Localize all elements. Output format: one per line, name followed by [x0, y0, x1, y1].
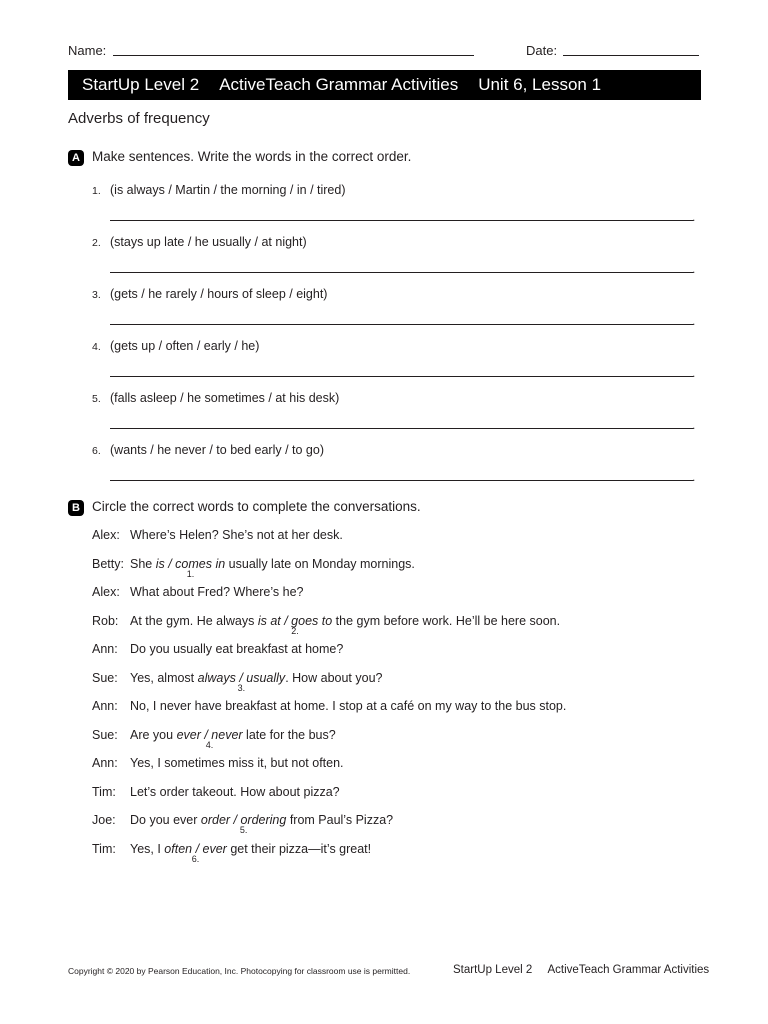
footer-title	[453, 964, 709, 976]
section-b-badge: B	[68, 500, 84, 516]
line-text-after: . How about you?	[285, 671, 383, 685]
choice-number: 5.	[239, 825, 248, 835]
footer-level: StartUp Level 2	[453, 964, 533, 976]
conversation-line	[92, 785, 692, 799]
word-choice[interactable]	[257, 614, 333, 636]
choice-number: 1.	[186, 569, 195, 579]
word-choice-options[interactable]: order / ordering	[200, 813, 287, 827]
line-text	[130, 785, 340, 799]
line-text-after: the gym before work. He’ll be here soon.	[332, 614, 561, 628]
exercise-item	[92, 339, 259, 353]
line-text	[130, 528, 343, 542]
item-number: 5.	[92, 393, 101, 405]
speaker-name: Betty:	[92, 557, 124, 571]
line-text	[130, 585, 303, 599]
name-label: Name:	[68, 43, 107, 58]
line-text	[130, 756, 344, 770]
line-text-after: late for the bus?	[242, 728, 336, 742]
speaker-name: Ann:	[92, 642, 118, 656]
line-text-before: Are you	[130, 728, 177, 742]
line-text	[130, 614, 561, 636]
footer-activities: ActiveTeach Grammar Activities	[547, 964, 710, 976]
item-prompt: (gets / he rarely / hours of sleep / eight)	[110, 287, 328, 301]
line-text-before: What about Fred? Where’s he?	[130, 585, 304, 599]
line-text-before: At the gym. He always	[130, 614, 258, 628]
item-number: 6.	[92, 445, 101, 457]
exercise-item	[92, 391, 339, 405]
line-text-before: No, I never have breakfast at home. I stop at a café on my way to the bus stop.	[130, 699, 567, 713]
answer-line[interactable]	[110, 220, 693, 221]
line-text-before: Yes, I	[130, 842, 165, 856]
item-number: 3.	[92, 289, 101, 301]
word-choice-options[interactable]: is at / goes to	[257, 614, 333, 628]
item-prompt: (wants / he never / to bed early / to go)	[110, 443, 325, 457]
line-text-before: Yes, I sometimes miss it, but not often.	[130, 756, 344, 770]
speaker-name: Sue:	[92, 671, 118, 685]
item-prompt: (is always / Martin / the morning / in / tired)	[110, 183, 346, 197]
word-choice[interactable]	[200, 813, 287, 835]
conversation-line	[92, 528, 692, 542]
answer-line[interactable]	[110, 428, 693, 429]
item-number: 1.	[92, 185, 101, 197]
exercise-item	[92, 287, 327, 301]
speaker-name: Sue:	[92, 728, 118, 742]
section-a-badge: A	[68, 150, 84, 166]
line-text	[130, 728, 336, 750]
answer-period: .	[692, 418, 696, 432]
section-b-instruction: Circle the correct words to complete the conversations.	[92, 499, 421, 514]
answer-period: .	[692, 210, 696, 224]
speaker-name: Ann:	[92, 756, 118, 770]
conversation-line	[92, 842, 692, 864]
speaker-name: Ann:	[92, 699, 118, 713]
name-line[interactable]	[113, 55, 474, 56]
title-level: StartUp Level 2	[82, 75, 200, 94]
item-prompt: (stays up late / he usually / at night)	[110, 235, 307, 249]
title-unit: Unit 6, Lesson 1	[478, 75, 602, 94]
section-a-instruction: Make sentences. Write the words in the correct order.	[92, 149, 412, 164]
word-choice[interactable]	[197, 671, 286, 693]
answer-period: .	[692, 366, 696, 380]
conversation-line	[92, 813, 692, 835]
line-text-after: from Paul’s Pizza?	[286, 813, 394, 827]
word-choice-options[interactable]: often / ever	[164, 842, 227, 856]
line-text-after: usually late on Monday mornings.	[225, 557, 415, 571]
exercise-item	[92, 183, 346, 197]
word-choice[interactable]	[176, 728, 243, 750]
answer-line[interactable]	[110, 376, 693, 377]
line-text	[130, 699, 566, 713]
choice-number: 6.	[191, 854, 200, 864]
line-text	[130, 671, 383, 693]
choice-number: 3.	[237, 683, 246, 693]
answer-period: .	[692, 314, 696, 328]
word-choice[interactable]	[155, 557, 226, 579]
choice-number: 2.	[291, 626, 299, 636]
line-text-after: get their pizza—it’s great!	[226, 842, 372, 856]
conversation-line	[92, 557, 692, 579]
line-text-before: Do you usually eat breakfast at home?	[130, 642, 344, 656]
line-text	[130, 842, 372, 864]
speaker-name: Tim:	[92, 785, 116, 799]
speaker-name: Tim:	[92, 842, 116, 856]
line-text	[130, 557, 415, 579]
answer-period: .	[692, 262, 696, 276]
line-text-before: Do you ever	[130, 813, 201, 827]
item-number: 2.	[92, 237, 101, 249]
line-text-before: She	[130, 557, 156, 571]
answer-line[interactable]	[110, 272, 693, 273]
conversation-line	[92, 671, 692, 693]
title-activities: ActiveTeach Grammar Activities	[219, 75, 459, 94]
word-choice-options[interactable]: ever / never	[176, 728, 243, 742]
item-number: 4.	[92, 341, 101, 353]
date-label: Date:	[526, 43, 558, 58]
exercise-item	[92, 235, 307, 249]
line-text-before: Where’s Helen? She’s not at her desk.	[130, 528, 343, 542]
choice-number: 4.	[205, 740, 214, 750]
answer-period: .	[692, 470, 696, 484]
page-subtitle: Adverbs of frequency	[68, 110, 210, 127]
word-choice[interactable]	[164, 842, 227, 864]
speaker-name: Alex:	[92, 585, 120, 599]
title-bar	[68, 70, 701, 100]
conversation-line	[92, 728, 692, 750]
line-text-before: Yes, almost	[130, 671, 198, 685]
item-prompt: (gets up / often / early / he)	[110, 339, 260, 353]
line-text-before: Let’s order takeout. How about pizza?	[130, 785, 340, 799]
date-line[interactable]	[563, 55, 699, 56]
speaker-name: Joe:	[92, 813, 116, 827]
exercise-item	[92, 443, 324, 457]
speaker-name: Rob:	[92, 614, 119, 628]
conversation-line	[92, 642, 692, 656]
conversation-line	[92, 614, 692, 636]
footer-copyright: Copyright © 2020 by Pearson Education, Inc. Photocopying for classroom use is permitted.	[68, 966, 411, 976]
answer-line[interactable]	[110, 324, 693, 325]
word-choice-options[interactable]: always / usually	[197, 671, 286, 685]
conversation-line	[92, 756, 692, 770]
item-prompt: (falls asleep / he sometimes / at his desk)	[110, 391, 340, 405]
line-text	[130, 642, 343, 656]
conversation-line	[92, 699, 692, 713]
speaker-name: Alex:	[92, 528, 120, 542]
conversation-line	[92, 585, 692, 599]
line-text	[130, 813, 394, 835]
answer-line[interactable]	[110, 480, 693, 481]
word-choice-options[interactable]: is / comes in	[155, 557, 226, 571]
